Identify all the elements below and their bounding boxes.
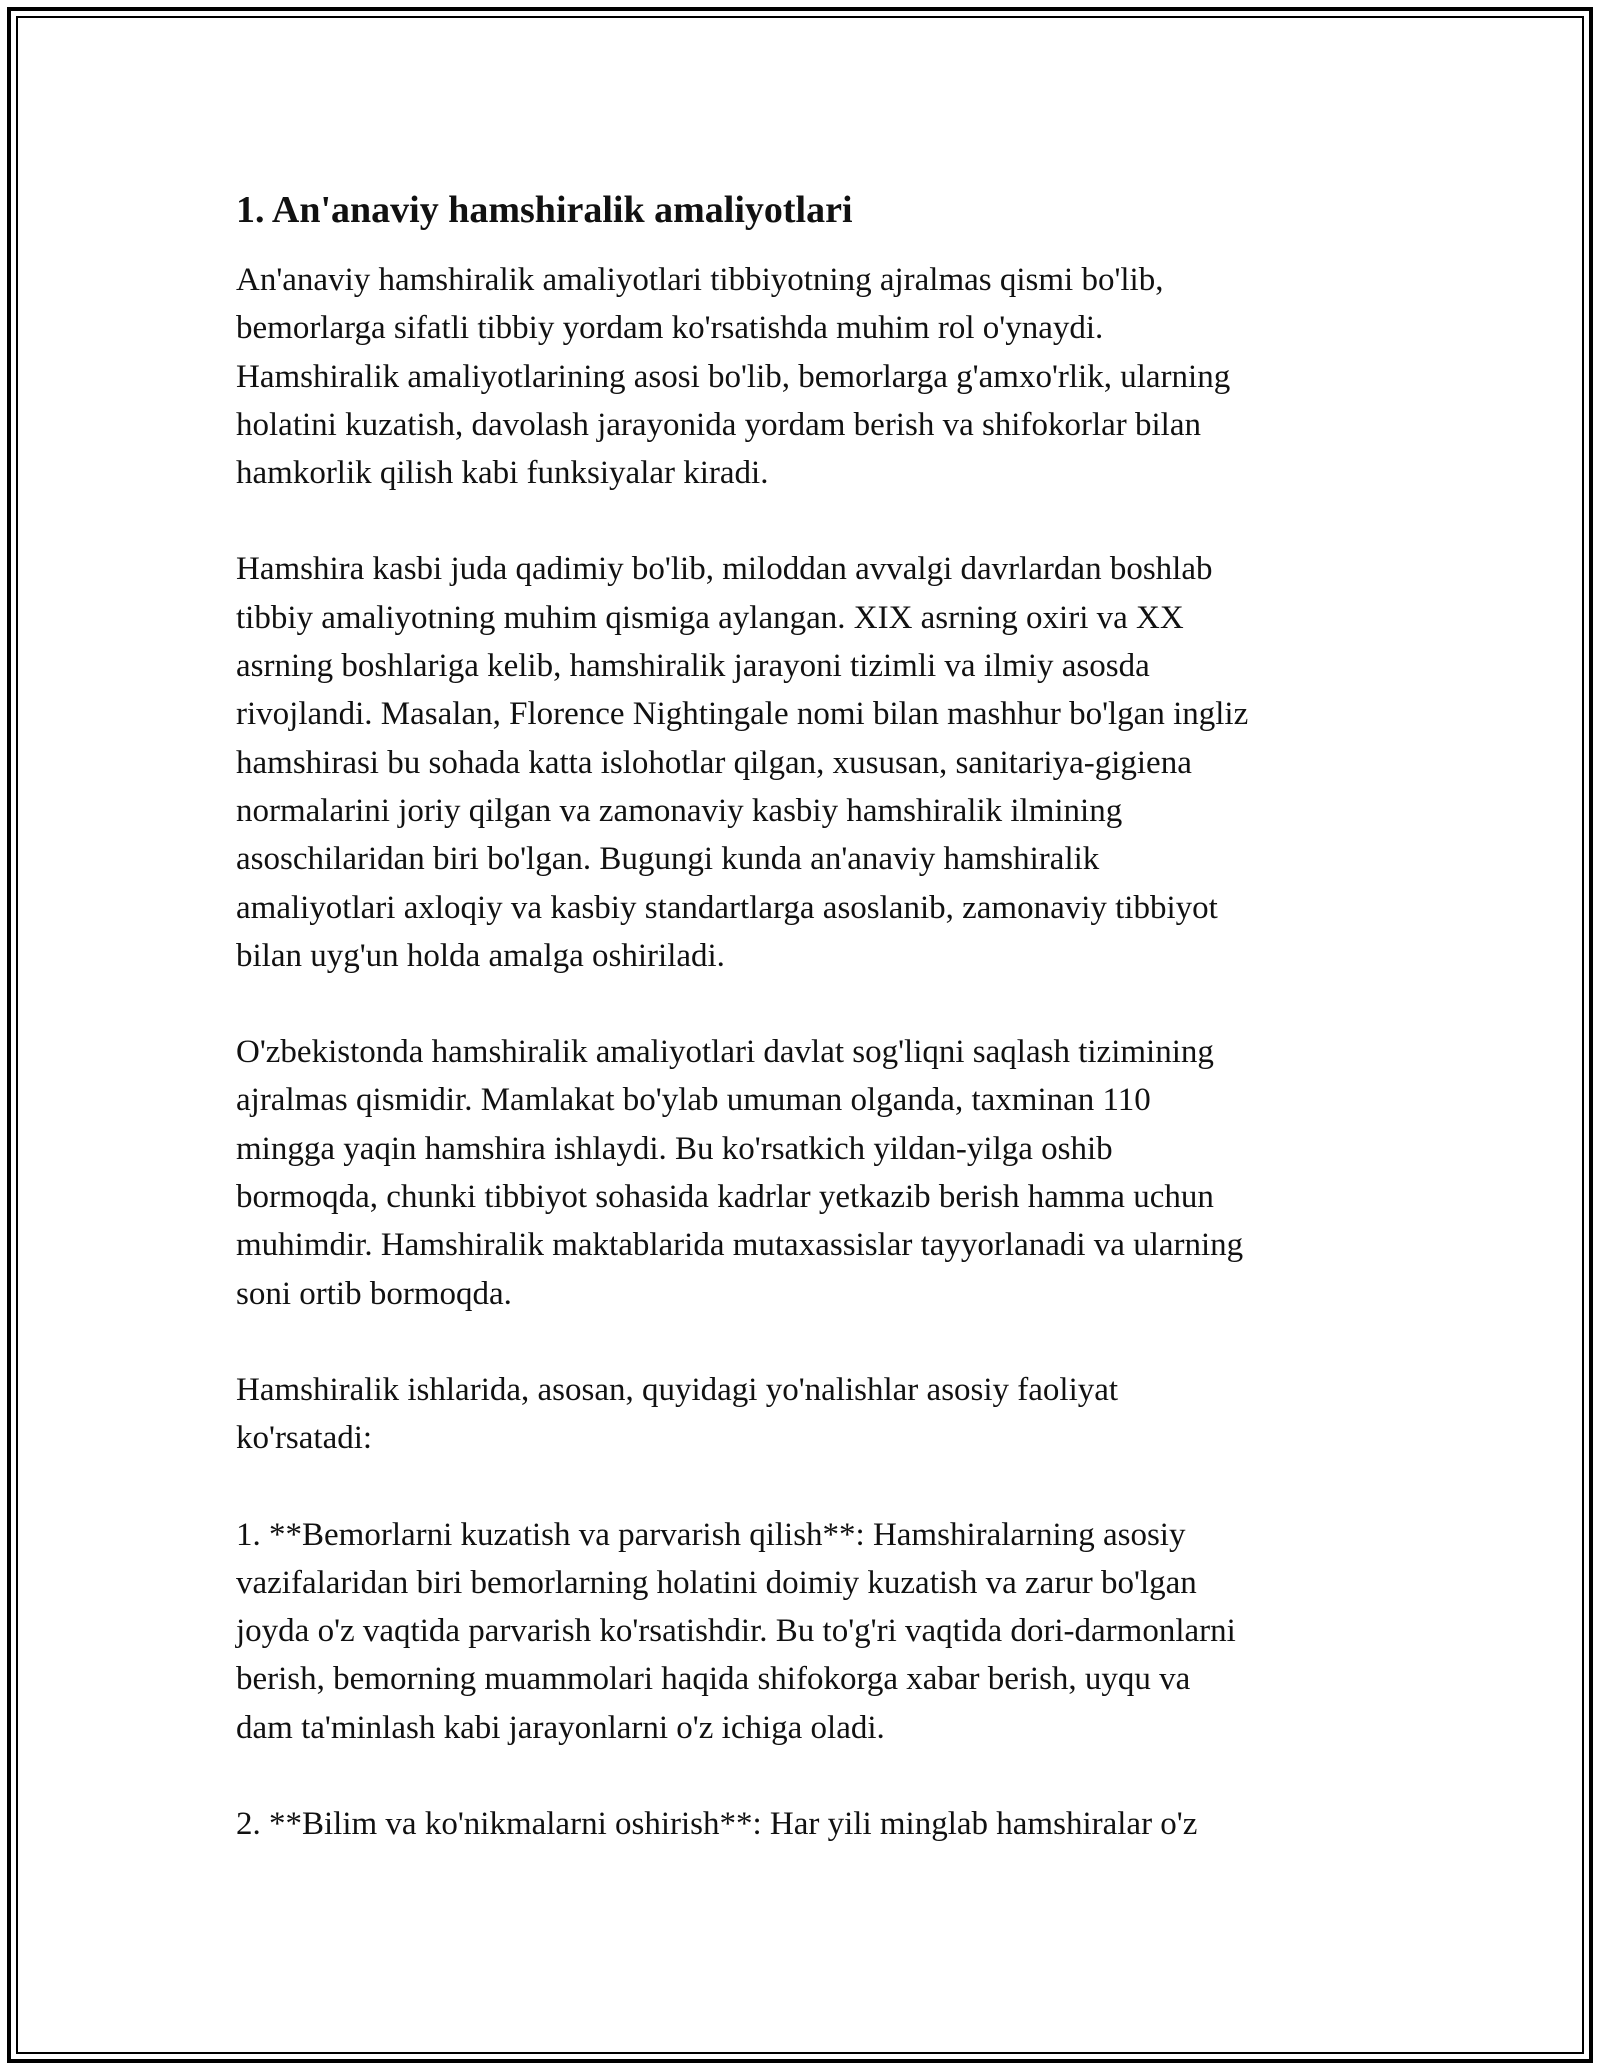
- document-body: [236, 186, 1366, 1896]
- paragraph-directions-intro: [236, 1366, 1366, 1463]
- text-line: tibbiy amaliyotning muhim qismiga aylangan. XIX asrning oxiri va XX: [236, 599, 1184, 636]
- text-line: An'anaviy hamshiralik amaliyotlari tibbiyotning ajralmas qismi bo'lib,: [236, 262, 1164, 298]
- text-line: amaliyotlari axloqiy va kasbiy standartlarga asoslanib, zamonaviy tibbiyot: [236, 889, 1218, 926]
- text-line: vazifalaridan biri bemorlarning holatini doimiy kuzatish va zarur bo'lgan: [236, 1564, 1197, 1601]
- text-line: bilan uyg'un holda amalga oshiriladi.: [236, 937, 725, 974]
- text-line: bormoqda, chunki tibbiyot sohasida kadrlar yetkazib berish hamma uchun: [236, 1179, 1214, 1216]
- text-line: Hamshira kasbi juda qadimiy bo'lib, miloddan avvalgi davrlardan boshlab: [236, 551, 1213, 588]
- text-line: soni ortib bormoqda.: [236, 1275, 512, 1312]
- text-line: bemorlarga sifatli tibbiy yordam ko'rsatishda muhim rol o'ynaydi.: [236, 310, 1104, 347]
- text-line: rivojlandi. Masalan, Florence Nightingale nomi bilan mashhur bo'lgan ingliz: [236, 696, 1249, 733]
- list-item-2: [236, 1800, 1366, 1848]
- text-line: asoschilaridan biri bo'lgan. Bugungi kunda an'anaviy hamshiralik: [236, 841, 1100, 878]
- text-line: ajralmas qismidir. Mamlakat bo'ylab umuman olganda, taxminan 110: [236, 1082, 1151, 1119]
- text-line: asrning boshlariga kelib, hamshiralik jarayoni tizimli va ilmiy asosda: [236, 648, 1150, 685]
- paragraph-history: [236, 545, 1366, 980]
- text-line: O'zbekistonda hamshiralik amaliyotlari davlat sog'liqni saqlash tizimining: [236, 1034, 1214, 1071]
- text-line: 1. **Bemorlarni kuzatish va parvarish qilish**: Hamshiralarning asosiy: [236, 1516, 1186, 1553]
- text-line: Hamshiralik amaliyotlarining asosi bo'lib, bemorlarga g'amxo'rlik, ularning: [236, 358, 1231, 395]
- paragraph-uzbekistan: [236, 1028, 1366, 1318]
- paragraph-intro: [236, 256, 1366, 497]
- text-line: muhimdir. Hamshiralik maktablarida mutaxassislar tayyorlanadi va ularning: [236, 1227, 1244, 1264]
- text-line: dam ta'minlash kabi jarayonlarni o'z ichiga oladi.: [236, 1709, 885, 1746]
- text-line: normalarini joriy qilgan va zamonaviy kasbiy hamshiralik ilmining: [236, 792, 1123, 829]
- text-line: holatini kuzatish, davolash jarayonida yordam berish va shifokorlar bilan: [236, 406, 1201, 443]
- list-item-1: [236, 1511, 1366, 1752]
- text-line: mingga yaqin hamshira ishlaydi. Bu ko'rsatkich yildan-yilga oshib: [236, 1130, 1113, 1167]
- section-heading: 1. An'anaviy hamshiralik amaliyotlari: [236, 189, 853, 231]
- text-line: Hamshiralik ishlarida, asosan, quyidagi yo'nalishlar asosiy faoliyat: [236, 1371, 1119, 1408]
- text-line: ko'rsatadi:: [236, 1420, 373, 1457]
- text-line: hamshirasi bu sohada katta islohotlar qilgan, xususan, sanitariya-gigiena: [236, 744, 1192, 781]
- text-line: 2. **Bilim va ko'nikmalarni oshirish**: Har yili minglab hamshiralar o'z: [236, 1806, 1198, 1843]
- text-line: berish, bemorning muammolari haqida shifokorga xabar berish, uyqu va: [236, 1661, 1191, 1698]
- text-line: joyda o'z vaqtida parvarish ko'rsatishdir. Bu to'g'ri vaqtida dori-darmonlarni: [236, 1613, 1236, 1650]
- text-line: hamkorlik qilish kabi funksiyalar kiradi.: [236, 455, 769, 492]
